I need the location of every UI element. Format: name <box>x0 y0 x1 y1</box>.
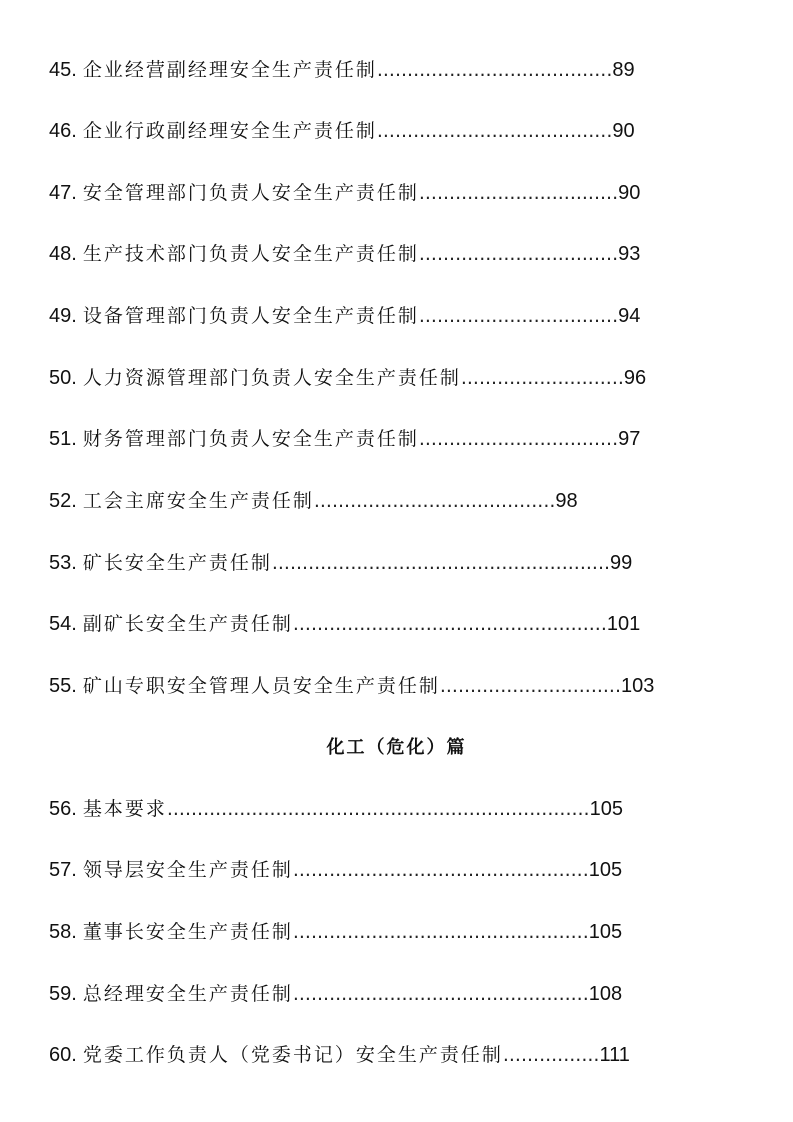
entry-number: 51. <box>49 428 77 450</box>
toc-entry-54[interactable] <box>49 609 640 639</box>
entry-title: 副矿长安全生产责任制 <box>82 613 293 635</box>
entry-page: 90 <box>618 182 641 204</box>
entry-title: 安全管理部门负责人安全生产责任制 <box>82 182 419 204</box>
toc-entry-52[interactable] <box>49 486 578 516</box>
leader-dots: ........................... <box>460 367 624 389</box>
toc-entry-59[interactable] <box>49 979 622 1009</box>
toc-entry-48[interactable] <box>49 239 640 269</box>
entry-number: 56. <box>49 798 77 820</box>
toc-entry-60[interactable] <box>49 1040 630 1070</box>
entry-title: 财务管理部门负责人安全生产责任制 <box>82 428 419 450</box>
toc-entry-58[interactable] <box>49 917 622 947</box>
entry-page: 97 <box>618 428 641 450</box>
leader-dots: ................................. <box>418 428 619 450</box>
entry-page: 93 <box>618 243 641 265</box>
entry-page: 108 <box>588 983 623 1005</box>
leader-dots: ........................................ <box>313 490 556 512</box>
toc-entry-55[interactable] <box>49 671 654 701</box>
entry-page: 98 <box>555 490 578 512</box>
entry-page: 90 <box>612 120 635 142</box>
entry-number: 47. <box>49 182 77 204</box>
leader-dots: .................................................... <box>292 613 607 635</box>
leader-dots: ................................. <box>418 182 619 204</box>
entry-number: 60. <box>49 1044 77 1066</box>
leader-dots: ................................................. <box>292 983 589 1005</box>
leader-dots: .............................. <box>439 675 622 697</box>
leader-dots: ........................................................ <box>271 552 611 574</box>
entry-number: 57. <box>49 859 77 881</box>
entry-page: 99 <box>610 552 633 574</box>
entry-title: 领导层安全生产责任制 <box>82 859 293 881</box>
entry-page: 103 <box>621 675 655 697</box>
entry-title: 人力资源管理部门负责人安全生产责任制 <box>82 367 461 389</box>
leader-dots: ...................................................................... <box>166 798 590 820</box>
entry-title: 企业行政副经理安全生产责任制 <box>82 120 377 142</box>
entry-title: 矿长安全生产责任制 <box>82 552 272 574</box>
toc-entry-47[interactable] <box>49 178 640 208</box>
toc-entry-56[interactable] <box>49 794 623 824</box>
leader-dots: ................................................. <box>292 859 589 881</box>
entry-page: 105 <box>588 921 623 943</box>
section-heading: 化工（危化）篇 <box>326 737 467 758</box>
leader-dots: ................................. <box>418 243 619 265</box>
entry-number: 59. <box>49 983 77 1005</box>
entry-number: 48. <box>49 243 77 265</box>
toc-entry-50[interactable] <box>49 363 646 393</box>
entry-number: 58. <box>49 921 77 943</box>
leader-dots: ....................................... <box>376 59 613 81</box>
toc-entry-49[interactable] <box>49 301 640 331</box>
toc-entry-53[interactable] <box>49 548 632 578</box>
entry-number: 53. <box>49 552 77 574</box>
entry-title: 企业经营副经理安全生产责任制 <box>82 59 377 81</box>
toc-entry-46[interactable] <box>49 116 635 146</box>
entry-page: 111 <box>599 1044 630 1066</box>
entry-number: 52. <box>49 490 77 512</box>
leader-dots: ................ <box>502 1044 600 1066</box>
entry-page: 105 <box>589 798 623 820</box>
entry-page: 101 <box>606 613 641 635</box>
leader-dots: ....................................... <box>376 120 613 142</box>
entry-number: 46. <box>49 120 77 142</box>
entry-number: 45. <box>49 59 77 81</box>
entry-number: 54. <box>49 613 77 635</box>
entry-number: 50. <box>49 367 77 389</box>
toc-entry-45[interactable] <box>49 55 635 85</box>
toc-entry-51[interactable] <box>49 424 640 454</box>
entry-title: 生产技术部门负责人安全生产责任制 <box>82 243 419 265</box>
entry-number: 49. <box>49 305 77 327</box>
entry-title: 董事长安全生产责任制 <box>82 921 293 943</box>
entry-page: 89 <box>612 59 635 81</box>
entry-title: 基本要求 <box>82 798 167 820</box>
toc-entry-57[interactable] <box>49 855 622 885</box>
leader-dots: ................................................. <box>292 921 589 943</box>
leader-dots: ................................. <box>418 305 619 327</box>
entry-title: 设备管理部门负责人安全生产责任制 <box>82 305 419 327</box>
entry-title: 总经理安全生产责任制 <box>82 983 293 1005</box>
entry-title: 工会主席安全生产责任制 <box>82 490 314 512</box>
entry-title: 矿山专职安全管理人员安全生产责任制 <box>82 675 440 697</box>
entry-page: 94 <box>618 305 641 327</box>
entry-page: 105 <box>588 859 623 881</box>
entry-page: 96 <box>623 367 647 389</box>
entry-title: 党委工作负责人（党委书记）安全生产责任制 <box>82 1044 503 1066</box>
entry-number: 55. <box>49 675 77 697</box>
